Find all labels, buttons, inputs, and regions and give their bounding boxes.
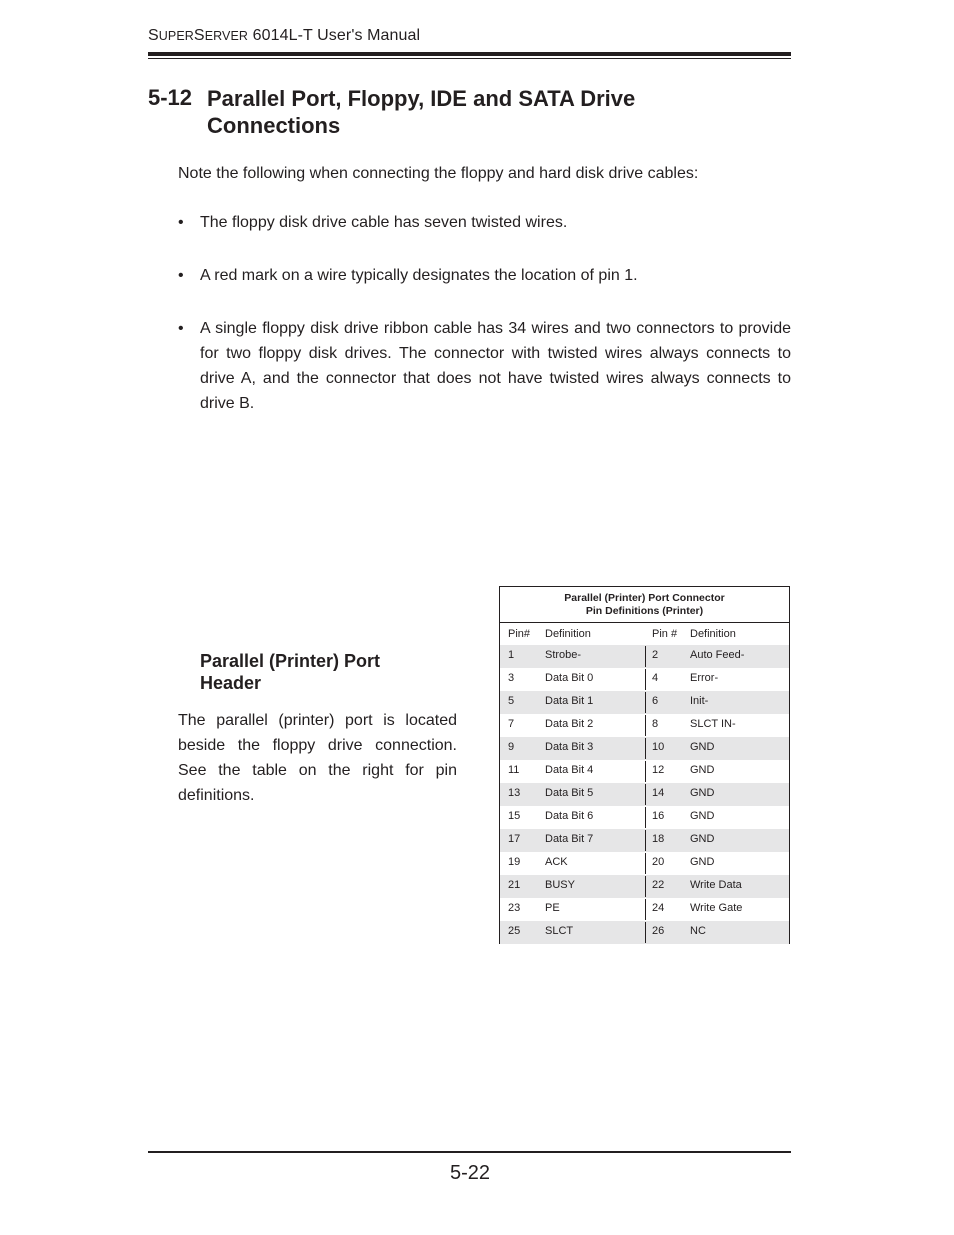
column-divider: [645, 899, 646, 920]
pin-number-cell: 3: [508, 672, 515, 684]
column-divider: [645, 738, 646, 759]
parallel-port-heading: Parallel (Printer) Port Header: [200, 651, 381, 693]
column-header: Definition: [690, 628, 736, 640]
definition-cell: Data Bit 3: [545, 741, 594, 753]
column-divider: [645, 922, 646, 943]
header-title-part: UPER: [158, 29, 194, 43]
table-row: [500, 875, 789, 898]
pin-definition-table: [499, 586, 790, 944]
table-row: [500, 760, 789, 783]
definition-cell: GND: [690, 856, 715, 868]
definition-cell: GND: [690, 833, 715, 845]
pin-number-cell: 20: [652, 856, 665, 868]
table-row: [500, 921, 789, 944]
bullet-icon: •: [178, 214, 184, 231]
column-divider: [645, 830, 646, 851]
definition-cell: Data Bit 2: [545, 718, 594, 730]
section-title: Parallel Port, Floppy, IDE and SATA Drive Connections: [207, 86, 636, 138]
header-rule-thin: [148, 58, 791, 59]
definition-cell: BUSY: [545, 879, 575, 891]
pin-number-cell: 26: [652, 925, 665, 937]
bullet-text: The floppy disk drive cable has seven twisted wires.: [200, 214, 568, 231]
pin-number-cell: 1: [508, 649, 515, 661]
pin-number-cell: 10: [652, 741, 665, 753]
definition-cell: Write Data: [690, 879, 742, 891]
definition-cell: PE: [545, 902, 560, 914]
table-body: [500, 645, 789, 944]
header-title-part: S: [193, 27, 205, 44]
pin-number-cell: 6: [652, 695, 659, 707]
table-row: [500, 783, 789, 806]
pin-number-cell: 24: [652, 902, 665, 914]
pin-number-cell: 16: [652, 810, 665, 822]
pin-number-cell: 2: [652, 649, 659, 661]
definition-cell: Data Bit 5: [545, 787, 594, 799]
definition-cell: Data Bit 6: [545, 810, 594, 822]
column-divider: [645, 853, 646, 874]
definition-cell: Data Bit 0: [545, 672, 594, 684]
pin-number-cell: 23: [508, 902, 521, 914]
pin-number-cell: 21: [508, 879, 521, 891]
definition-cell: GND: [690, 810, 715, 822]
definition-cell: Data Bit 4: [545, 764, 594, 776]
table-header-row: [500, 623, 789, 645]
table-row: [500, 737, 789, 760]
pin-number-cell: 9: [508, 741, 515, 753]
definition-cell: SLCT IN-: [690, 718, 736, 730]
pin-number-cell: 11: [508, 764, 520, 776]
column-divider: [645, 692, 646, 713]
table-title-line: Parallel (Printer) Port Connector: [564, 592, 725, 604]
pin-number-cell: 14: [652, 787, 665, 799]
table-row: [500, 829, 789, 852]
column-divider: [645, 646, 646, 667]
pin-number-cell: 17: [508, 833, 521, 845]
table-row: [500, 691, 789, 714]
pin-number-cell: 12: [652, 764, 665, 776]
header-title-part: S: [148, 27, 159, 44]
column-divider: [645, 807, 646, 828]
pin-number-cell: 5: [508, 695, 515, 707]
column-divider: [645, 669, 646, 690]
pin-number-cell: 18: [652, 833, 665, 845]
intro-paragraph: Note the following when connecting the floppy and hard disk drive cables:: [178, 165, 699, 182]
column-header: Pin#: [508, 628, 531, 640]
definition-cell: Data Bit 7: [545, 833, 594, 845]
pin-number-cell: 19: [508, 856, 521, 868]
pin-number-cell: 4: [652, 672, 659, 684]
column-header: Pin #: [652, 628, 678, 640]
table-row: [500, 645, 789, 668]
bullet-text: A single floppy disk drive ribbon cable has 34 wires and two connectors to provide for two floppy disk drives. The connector with twisted wires always connects to drive A, and the connector that does not have twisted wires always connects to drive B.: [200, 320, 791, 412]
definition-cell: ACK: [545, 856, 568, 868]
header-title-part: ERVER: [204, 29, 249, 43]
table-title: [500, 587, 789, 623]
bullet-icon: •: [178, 267, 184, 284]
definition-cell: Write Gate: [690, 902, 743, 914]
bullet-text: A red mark on a wire typically designates the location of pin 1.: [200, 267, 638, 284]
column-divider: [645, 761, 646, 782]
pin-number-cell: 25: [508, 925, 521, 937]
table-row: [500, 852, 789, 875]
definition-cell: GND: [690, 787, 715, 799]
column-divider: [645, 715, 646, 736]
definition-cell: Auto Feed-: [690, 649, 745, 661]
table-row: [500, 898, 789, 921]
parallel-port-description: The parallel (printer) port is located beside the floppy drive connection. See the table on the right for pin definitions.: [178, 712, 457, 804]
pin-number-cell: 7: [508, 718, 515, 730]
bullet-icon: •: [178, 320, 184, 337]
running-header: [148, 27, 420, 45]
page-number: 5-22: [450, 1162, 491, 1184]
pin-number-cell: 13: [508, 787, 521, 799]
definition-cell: Init-: [690, 695, 709, 707]
column-header: Definition: [545, 628, 591, 640]
definition-cell: Strobe-: [545, 649, 582, 661]
definition-cell: GND: [690, 764, 715, 776]
pin-number-cell: 22: [652, 879, 665, 891]
table-row: [500, 714, 789, 737]
table-title-line: Pin Definitions (Printer): [585, 605, 704, 617]
pin-number-cell: 15: [508, 810, 521, 822]
table-row: [500, 806, 789, 829]
definition-cell: SLCT: [545, 925, 574, 937]
definition-cell: Data Bit 1: [545, 695, 594, 707]
section-number: 5-12: [148, 85, 193, 110]
definition-cell: Error-: [690, 672, 719, 684]
header-title-part: 6014L-T User's Manual: [248, 27, 421, 44]
footer-rule: [148, 1151, 791, 1153]
pin-number-cell: 8: [652, 718, 659, 730]
column-divider: [645, 876, 646, 897]
definition-cell: NC: [690, 925, 706, 937]
column-divider: [645, 784, 646, 805]
header-rule: [148, 52, 791, 56]
definition-cell: GND: [690, 741, 715, 753]
table-row: [500, 668, 789, 691]
